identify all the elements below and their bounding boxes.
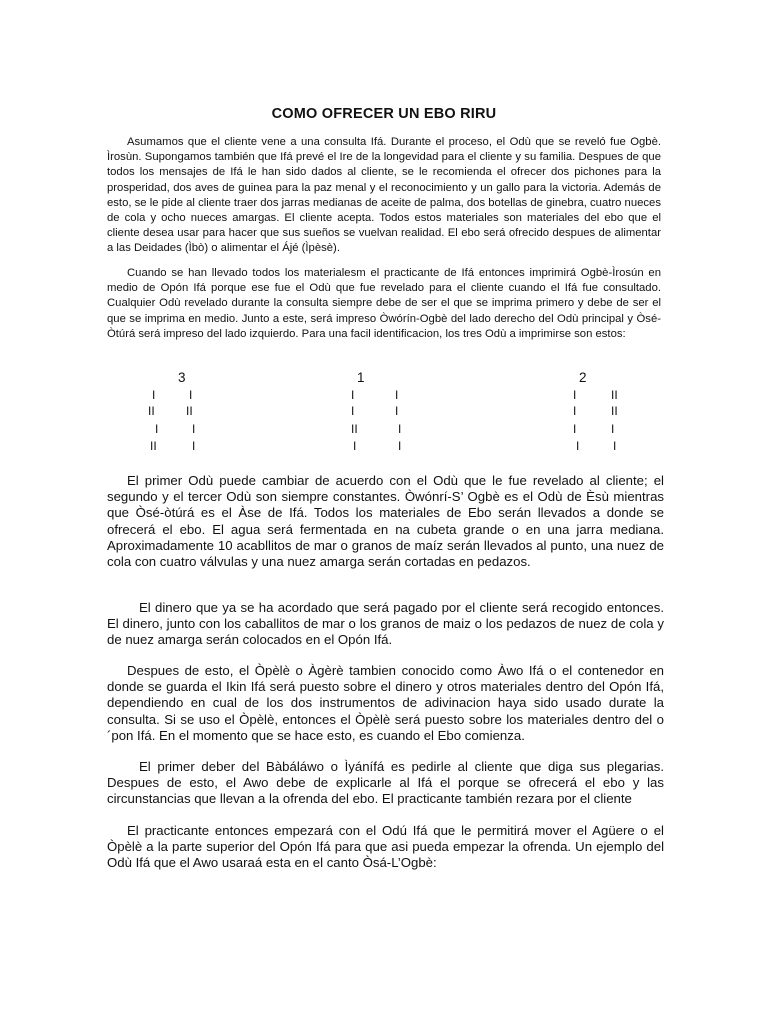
- paragraph-3: El primer Odù puede cambiar de acuerdo con el Odù que le fue revelado al cliente; el segundo y el tercer Odù son siempre constantes. Òwónrí-S’ Ogbè es el Odù de Èsù mientras que Òsé-òtúrá es el Àse de Ifá. Todos los materiales de Ebo serán llevados a donde se ofrecerá el ebo. El agua será fermentada en na cubeta grande o en una jarra mediana. Aproximadamente 10 acabllitos de mar o granos de maíz serán llevados al punto, una nuez de cola con cuatro válvulas y una nuez amarga serán cortadas en pedazos.: [107, 473, 664, 570]
- paragraph-2: Cuando se han llevado todos los materialesm el practicante de Ifá entonces imprimirá Ogbè-Ìrosún en medio de Opón Ifá porque ese fue el Odù que fue revelado para el cliente cuando el Ifá fue consultado. Cualquier Odù revelado durante la consulta siempre debe de ser el que se imprima primero y debe de ser el que se imprima en medio. Junto a este, será impreso Òwórín-Ogbè del lado derecho del Odù principal y Òsé-Òtúrá será impreso del lado izquierdo. Para una facil identificacion, los tres Odù a imprimirse son estos:: [107, 267, 661, 340]
- odu-number-left: 3: [178, 370, 186, 385]
- odu-mark: I: [395, 404, 399, 418]
- odu-mark: I: [353, 439, 357, 453]
- paragraph-4: El dinero que ya se ha acordado que será pagado por el cliente será recogido entonces. El dinero, junto con los caballitos de mar o los granos de maiz o los pedazos de nuez de cola y de nuez amarga serán colocados en el Opón Ifá.: [107, 600, 664, 648]
- odu-mark: I: [351, 388, 355, 402]
- page-title: COMO OFRECER UN EBO RIRU: [271, 106, 497, 122]
- odu-mark: I: [351, 404, 355, 418]
- odu-mark: I: [189, 388, 193, 402]
- odu-mark: I: [573, 388, 577, 402]
- odu-mark: II: [150, 439, 157, 453]
- odu-mark: I: [576, 439, 580, 453]
- odu-number-right: 2: [579, 370, 587, 385]
- odu-mark: I: [395, 388, 399, 402]
- odu-mark: II: [186, 404, 193, 418]
- odu-mark: I: [611, 422, 615, 436]
- odu-mark: II: [148, 404, 155, 418]
- odu-mark: I: [398, 422, 402, 436]
- odu-number-center: 1: [357, 370, 365, 385]
- paragraph-1: Asumamos que el cliente vene a una consulta Ifá. Durante el proceso, el Odù que se reveló fue Ogbè. Ìrosùn. Supongamos también que Ifá prevé el Ire de la longevidad para el cliente y su familia. Despues de que todos los mensajes de Ifá le han sido dados al cliente, se le recomienda el ofrecer dos pichones para la prosperidad, dos aves de guinea para la paz menal y el reconocimiento y un gallo para la victoria. Además de esto, se le pide al cliente traer dos jarras medianas de aceite de palma, dos botellas de ginebra, cuatro nueces de cola y ocho nueces amargas. El cliente acepta. Todos estos materiales son materiales del ebo que el cliente desea usar para hacer que sus sueños se vuelvan realidad. El ebo será ofrecido despues de alimentar a las Deidades (Ìbò) o alimentar el Ájé (Ìpèsè).: [107, 136, 661, 255]
- odu-mark: I: [192, 422, 196, 436]
- odu-mark: I: [398, 439, 402, 453]
- odu-mark: II: [351, 422, 358, 436]
- odu-mark: I: [573, 404, 577, 418]
- paragraph-6: El primer deber del Bàbáláwo o Ìyánífá es pedirle al cliente que diga sus plegarias. Despues de esto, el Awo debe de explicarle al Ifá el porque se ofrecerá el ebo y las circunstancias que llevan a la ofrenda del ebo. El practicante también rezara por el cliente: [107, 759, 664, 807]
- odu-mark: II: [611, 404, 618, 418]
- odu-mark: I: [155, 422, 159, 436]
- odu-mark: I: [152, 388, 156, 402]
- odu-mark: I: [613, 439, 617, 453]
- paragraph-7: El practicante entonces empezará con el Odú Ifá que le permitirá mover el Agüere o el Òpèlè a la parte superior del Opón Ifá para que asi pueda empezar la ofrenda. Un ejemplo del Odù Ifá que el Awo usaraá esta en el canto Òsá-L’Ogbè:: [107, 823, 664, 871]
- odu-mark: I: [573, 422, 577, 436]
- odu-mark: II: [611, 388, 618, 402]
- paragraph-5: Despues de esto, el Òpèlè o Àgèrè tambien conocido como Àwo Ifá o el contenedor en donde se guarda el Ikin Ifá será puesto sobre el dinero y otros materiales dentro del Opón Ifá, dependiendo en cual de los dos instrumentos de adivinacion haya sido usado durate la consulta. Si se uso el Òpèlè, entonces el Òpèlè será puesto sobre los materiales dentro del o´pon Ifá. En el momento que se hace esto, es cuando el Ebo comienza.: [107, 663, 664, 743]
- odu-mark: I: [192, 439, 196, 453]
